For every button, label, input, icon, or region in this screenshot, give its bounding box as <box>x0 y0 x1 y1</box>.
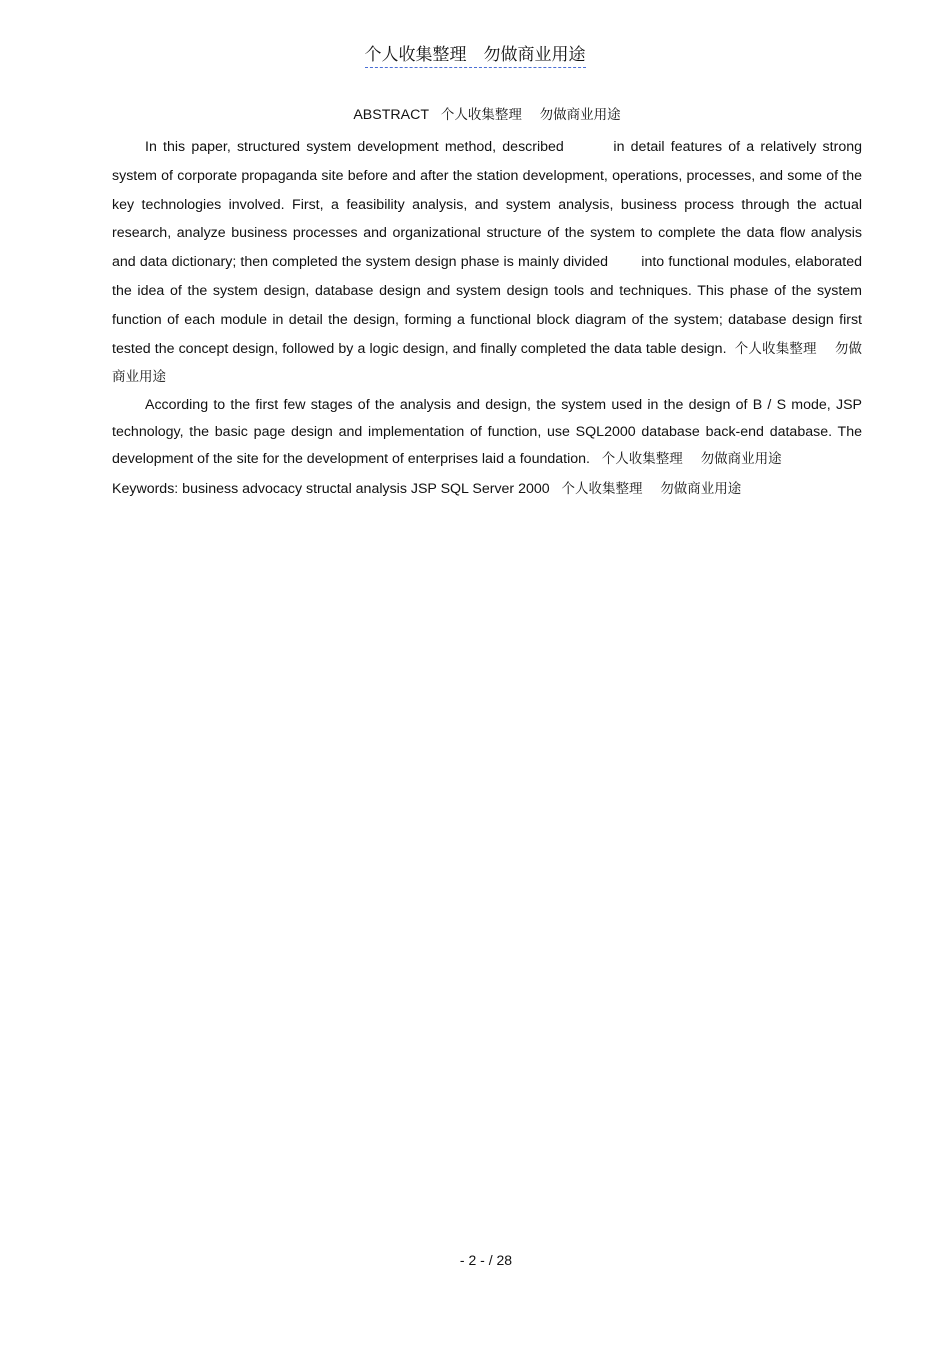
paragraph-2-watermark: 个人收集整理 勿做商业用途 <box>601 451 782 468</box>
abstract-section <box>112 105 866 501</box>
page-footer <box>0 1252 950 1268</box>
page-header <box>0 40 950 68</box>
paragraph-1-text: In this paper, structured system development method, described in detail features of a relatively strong system of corporate propaganda site before and after the station development, operations, processes, and some of the key technologies involved. First, a feasibility analysis, and system analysis, business process through the actual research, analyze business processes and organizational structure of the system to complete the data flow analysis and data dictionary; then completed the system design phase is mainly divided into functional modules, elaborated the idea of the system design, database design and system design tools and techniques. This phase of the system function of each module in detail the design, forming a functional block diagram of the system; database design first tested the concept design, followed by a logic design, and finally completed the data table design. <box>112 139 866 357</box>
abstract-paragraph-2 <box>112 392 862 473</box>
page-number: - 2 - / 28 <box>459 1252 513 1268</box>
paragraph-2-text: According to the first few stages of the analysis and design, the system used in the design of B / S mode, JSP technology, the basic page design and implementation of function, use SQL2000 database back-end database. The development of the site for the development of enterprises laid a foundation. <box>112 397 862 468</box>
abstract-title: ABSTRACT <box>353 107 430 123</box>
keywords-watermark: 个人收集整理 勿做商业用途 <box>561 481 742 498</box>
paragraph-1-watermark: 个人收集整理 勿做商业用途 <box>112 340 863 386</box>
keywords-text: Keywords: business advocacy structal analysis JSP SQL Server 2000 <box>112 481 550 498</box>
header-watermark-text: 个人收集整理 勿做商业用途 <box>365 40 586 68</box>
abstract-paragraph-1 <box>112 133 866 392</box>
keywords-line <box>112 477 862 501</box>
abstract-title-line <box>112 105 862 125</box>
abstract-title-watermark: 个人收集整理 勿做商业用途 <box>440 107 621 123</box>
